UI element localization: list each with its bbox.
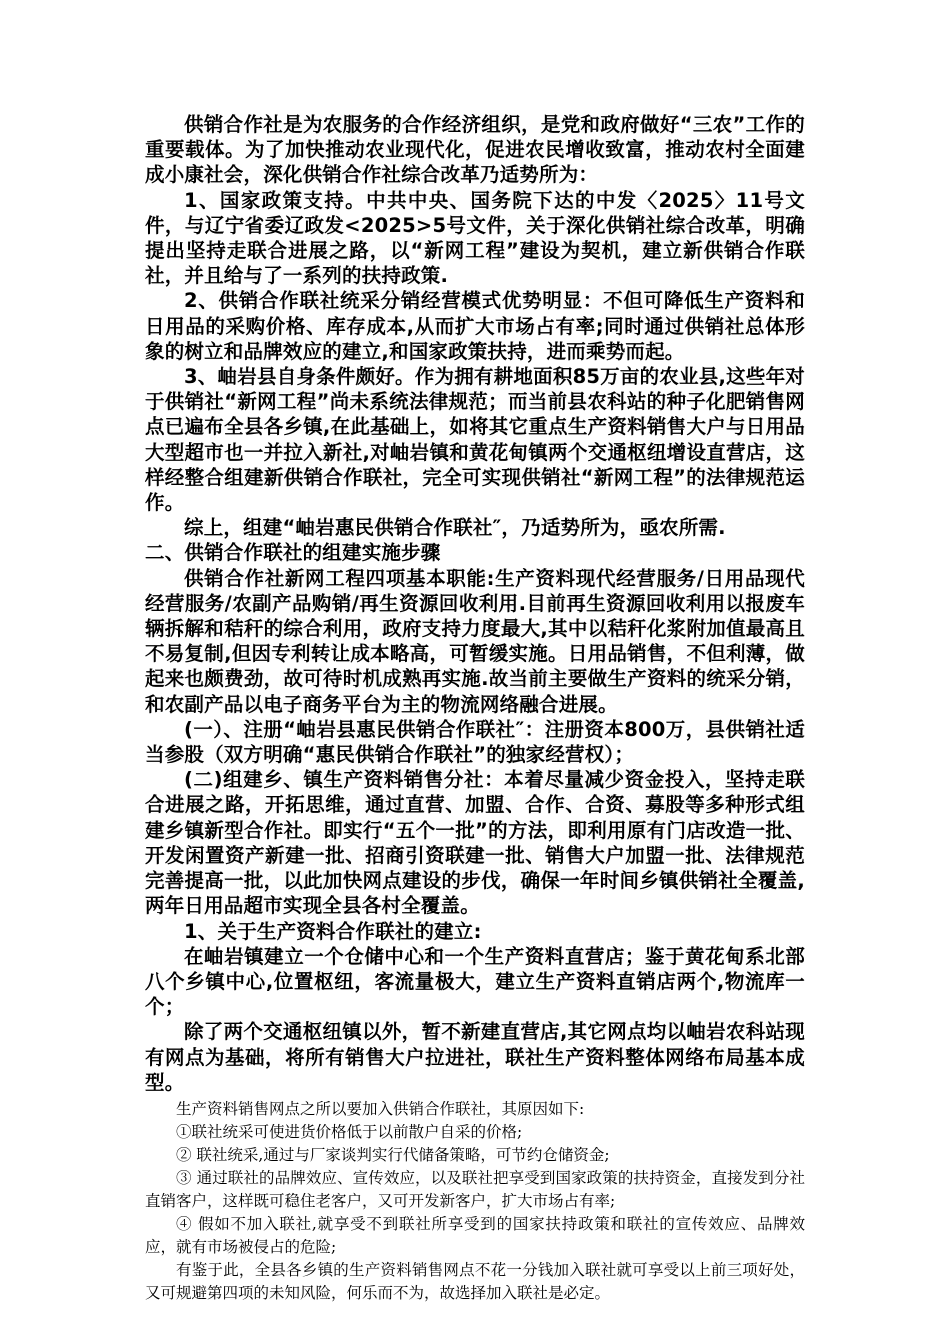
- document-body: [145, 112, 805, 1305]
- reason-item-3: ③ 通过联社的品牌效应、宣传效应，以及联社把享受到国家政策的扶持资金，直接发到分社直销客户，这样既可稳住老客户，又可开发新客户，扩大市场占有率;: [145, 1168, 805, 1210]
- reason-item-2: ② 联社统采,通过与厂家谈判实行代储备策略，可节约仓储资金;: [176, 1145, 610, 1164]
- reason-item-4: ④ 假如不加入联社,就享受不到联社所享受到的国家扶持政策和联社的宣传效应、品牌效应，就有市场被侵占的危险;: [145, 1214, 805, 1256]
- model-advantage-paragraph: 2、供销合作联社统采分销经营模式优势明显：不但可降低生产资料和日用品的采购价格、库存成本,从而扩大市场占有率;同时通过供销社总体形象的树立和品牌效应的建立,和国家政策扶持，进而乘势而起。: [145, 289, 805, 363]
- functions-paragraph: 供销合作社新网工程四项基本职能:生产资料现代经营服务/日用品现代经营服务/农副产品购销/再生资源回收利用.目前再生资源回收利用以报废车辆拆解和秸秆的综合利用，政府支持力度最大,其中以秸秆化浆附加值最高且不易复制,但因专利转让成本略高，可暂缓实施。日用品销售，不但利薄，做起来也颇费劲，故可待时机成熟再实施.故当前主要做生产资料的统采分销，和农副产品以电子商务平台为主的物流网络融合进展。: [145, 566, 805, 716]
- conclusion-paragraph: 有鉴于此，全县各乡镇的生产资料销售网点不花一分钱加入联社就可享受以上前三项好处，又可规避第四项的未知风险，何乐而不为，故选择加入联社是必定。: [145, 1260, 805, 1302]
- step-one-paragraph: (一）、注册“岫岩县惠民供销合作联社″：注册资本800万，县供销社适当参股（双方明确“惠民供销合作联社”的独家经营权）；: [145, 717, 805, 767]
- network-paragraph: 除了两个交通枢纽镇以外，暂不新建直营店,其它网点均以岫岩农科站现有网点为基础，将所有销售大户拉进社，联社生产资料整体网络布局基本成型。: [145, 1020, 805, 1094]
- warehouse-paragraph: 在岫岩镇建立一个仓储中心和一个生产资料直营店；鉴于黄花甸系北部八个乡镇中心,位置枢纽，客流量极大，建立生产资料直销店两个,物流库一个；: [145, 944, 805, 1019]
- reasons-intro: 生产资料销售网点之所以要加入供销合作联社，其原因如下:: [176, 1099, 585, 1118]
- subsection-heading: 1、关于生产资料合作联社的建立:: [184, 919, 482, 943]
- intro-paragraph: 供销合作社是为农服务的合作经济组织，是党和政府做好“三农”工作的重要载体。为了加快推动农业现代化，促进农民增收致富，推动农村全面建成小康社会，深化供销合作社综合改革乃适势所为：: [145, 113, 805, 187]
- reason-item-1: ①联社统采可使进货价格低于以前散户自采的价格;: [176, 1122, 523, 1141]
- section-heading: 二、供销合作联社的组建实施步骤: [145, 541, 441, 565]
- policy-support-paragraph: 1、国家政策支持。中共中央、国务院下达的中发〈2025〉11号文件，与辽宁省委辽政发<2025>5号文件，关于深化供销社综合改革，明确提出坚持走联合进展之路，以“新网工程”建设为契机，建立新供销合作联社，并且给与了一系列的扶持政策.: [145, 188, 805, 288]
- step-two-paragraph: (二)组建乡、镇生产资料销售分社：本着尽量减少资金投入，坚持走联合进展之路，开拓思维，通过直营、加盟、合作、合资、募股等多种形式组建乡镇新型合作社。即实行“五个一批”的方法，即利用原有门店改造一批、开发闲置资产新建一批、招商引资联建一批、销售大户加盟一批、法律规范完善提高一批，以此加快网点建设的步伐，确保一年时间乡镇供销社全覆盖,两年日用品超市实现全县各村全覆盖。: [145, 768, 805, 918]
- summary-paragraph: 综上，组建“岫岩惠民供销合作联社″，乃适势所为，亟农所需.: [184, 516, 726, 540]
- local-conditions-paragraph: 3、岫岩县自身条件颇好。作为拥有耕地面积85万亩的农业县,这些年对于供销社“新网工程”尚未系统法律规范；而当前县农科站的种子化肥销售网点已遍布全县各乡镇,在此基础上，如将其它重点生产资料销售大户与日用品大型超市也一并拉入新社,对岫岩镇和黄花甸镇两个交通枢纽增设直营店，这样经整合组建新供销合作联社，完全可实现供销社“新网工程”的法律规范运作。: [145, 365, 805, 515]
